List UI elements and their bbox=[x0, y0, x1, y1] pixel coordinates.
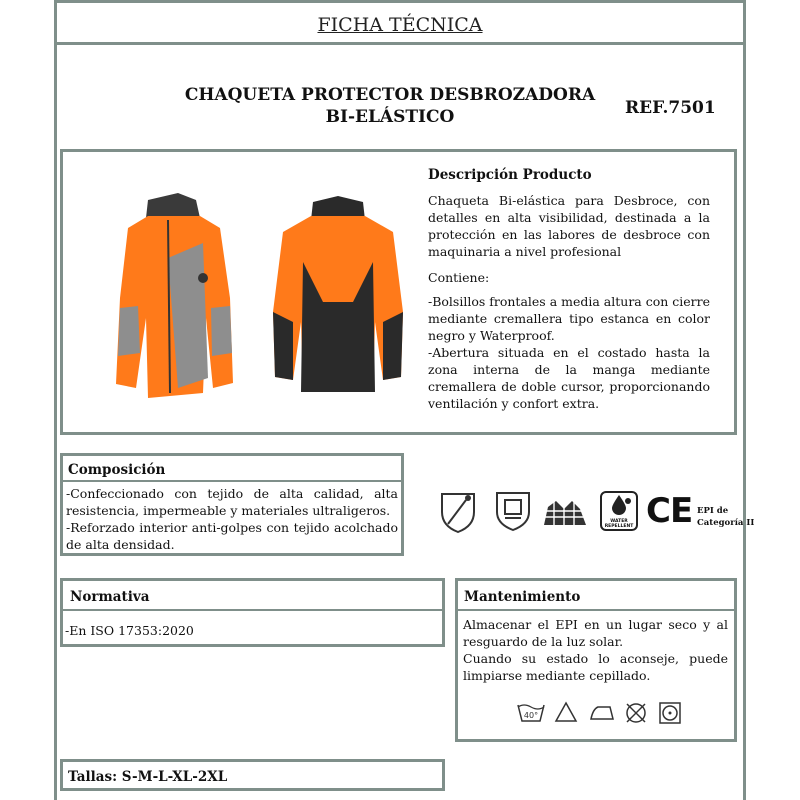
epi-line2: Categoría II bbox=[697, 518, 755, 528]
tumble-dry-icon bbox=[658, 701, 682, 725]
epi-category bbox=[697, 505, 754, 529]
water-drop-icon bbox=[604, 493, 634, 515]
contains-item-pockets: -Bolsillos frontales a media altura con cierre mediante cremallera tipo estanca en color negro y Waterproof. bbox=[428, 294, 711, 343]
iron-icon bbox=[588, 701, 616, 723]
glove-protection-icon bbox=[494, 490, 532, 532]
normativa-heading: Normativa bbox=[70, 589, 150, 605]
sheet-title: FICHA TÉCNICA bbox=[317, 14, 483, 36]
description-heading: Descripción Producto bbox=[428, 167, 592, 183]
description-box bbox=[60, 149, 737, 435]
jacket-front-image bbox=[108, 188, 238, 403]
maintenance-heading: Mantenimiento bbox=[464, 589, 581, 605]
sizes-text: Tallas: S-M-L-XL-2XL bbox=[68, 769, 228, 785]
wash-temp-label: 40° bbox=[523, 711, 539, 720]
composition-text bbox=[63, 482, 401, 553]
contains-label: Contiene: bbox=[428, 270, 490, 285]
description-paragraph: Chaqueta Bi-elástica para Desbroce, con detalles en alta visibilidad, destinada a la protección en las labores de desbroce con maquinaria a nivel profesional bbox=[428, 193, 710, 259]
product-title bbox=[170, 84, 610, 128]
maintenance-storage: Almacenar el EPI en un lugar seco y al resguardo de la luz solar. bbox=[463, 617, 728, 649]
water-repellent-icon bbox=[600, 491, 638, 531]
chainsaw-shield-icon bbox=[438, 490, 478, 534]
sizes-box bbox=[60, 759, 445, 791]
ce-mark-icon: CE bbox=[646, 491, 693, 531]
product-title-line1: CHAQUETA PROTECTOR DESBROZADORA bbox=[184, 85, 596, 105]
fabric-grid-icon bbox=[540, 495, 590, 529]
maintenance-cleaning: Cuando su estado lo aconseje, puede limpiarse mediante cepillado. bbox=[463, 651, 728, 683]
sheet-header bbox=[54, 0, 746, 45]
jacket-back-image bbox=[263, 192, 413, 402]
maintenance-box bbox=[455, 578, 737, 742]
bleach-triangle-icon bbox=[554, 701, 578, 723]
normativa-text: -En ISO 17353:2020 bbox=[65, 623, 194, 638]
wash-40-icon bbox=[516, 701, 546, 725]
composition-box bbox=[60, 453, 404, 556]
composition-item-padding: -Reforzado interior anti-golpes con tejido acolchado de alta densidad. bbox=[66, 520, 398, 552]
normativa-box bbox=[60, 578, 445, 647]
no-dryclean-icon bbox=[624, 701, 648, 725]
water-repellent-label: WATER REPELLENT bbox=[604, 519, 634, 529]
composition-heading: Composición bbox=[68, 462, 166, 478]
maintenance-text bbox=[458, 611, 734, 684]
description-text bbox=[428, 192, 710, 412]
composition-item-fabric: -Confeccionado con tejido de alta calidad, alta resistencia, impermeable y materiales ultraligeros. bbox=[66, 486, 398, 518]
product-ref: REF.7501 bbox=[625, 98, 716, 118]
product-title-line2: BI-ELÁSTICO bbox=[325, 107, 455, 127]
contains-item-vent: -Abertura situada en el costado hasta la zona interna de la manga mediante cremallera de doble cursor, proporcionando ventilación y confort extra. bbox=[428, 345, 710, 411]
epi-line1: EPI de bbox=[697, 506, 729, 516]
